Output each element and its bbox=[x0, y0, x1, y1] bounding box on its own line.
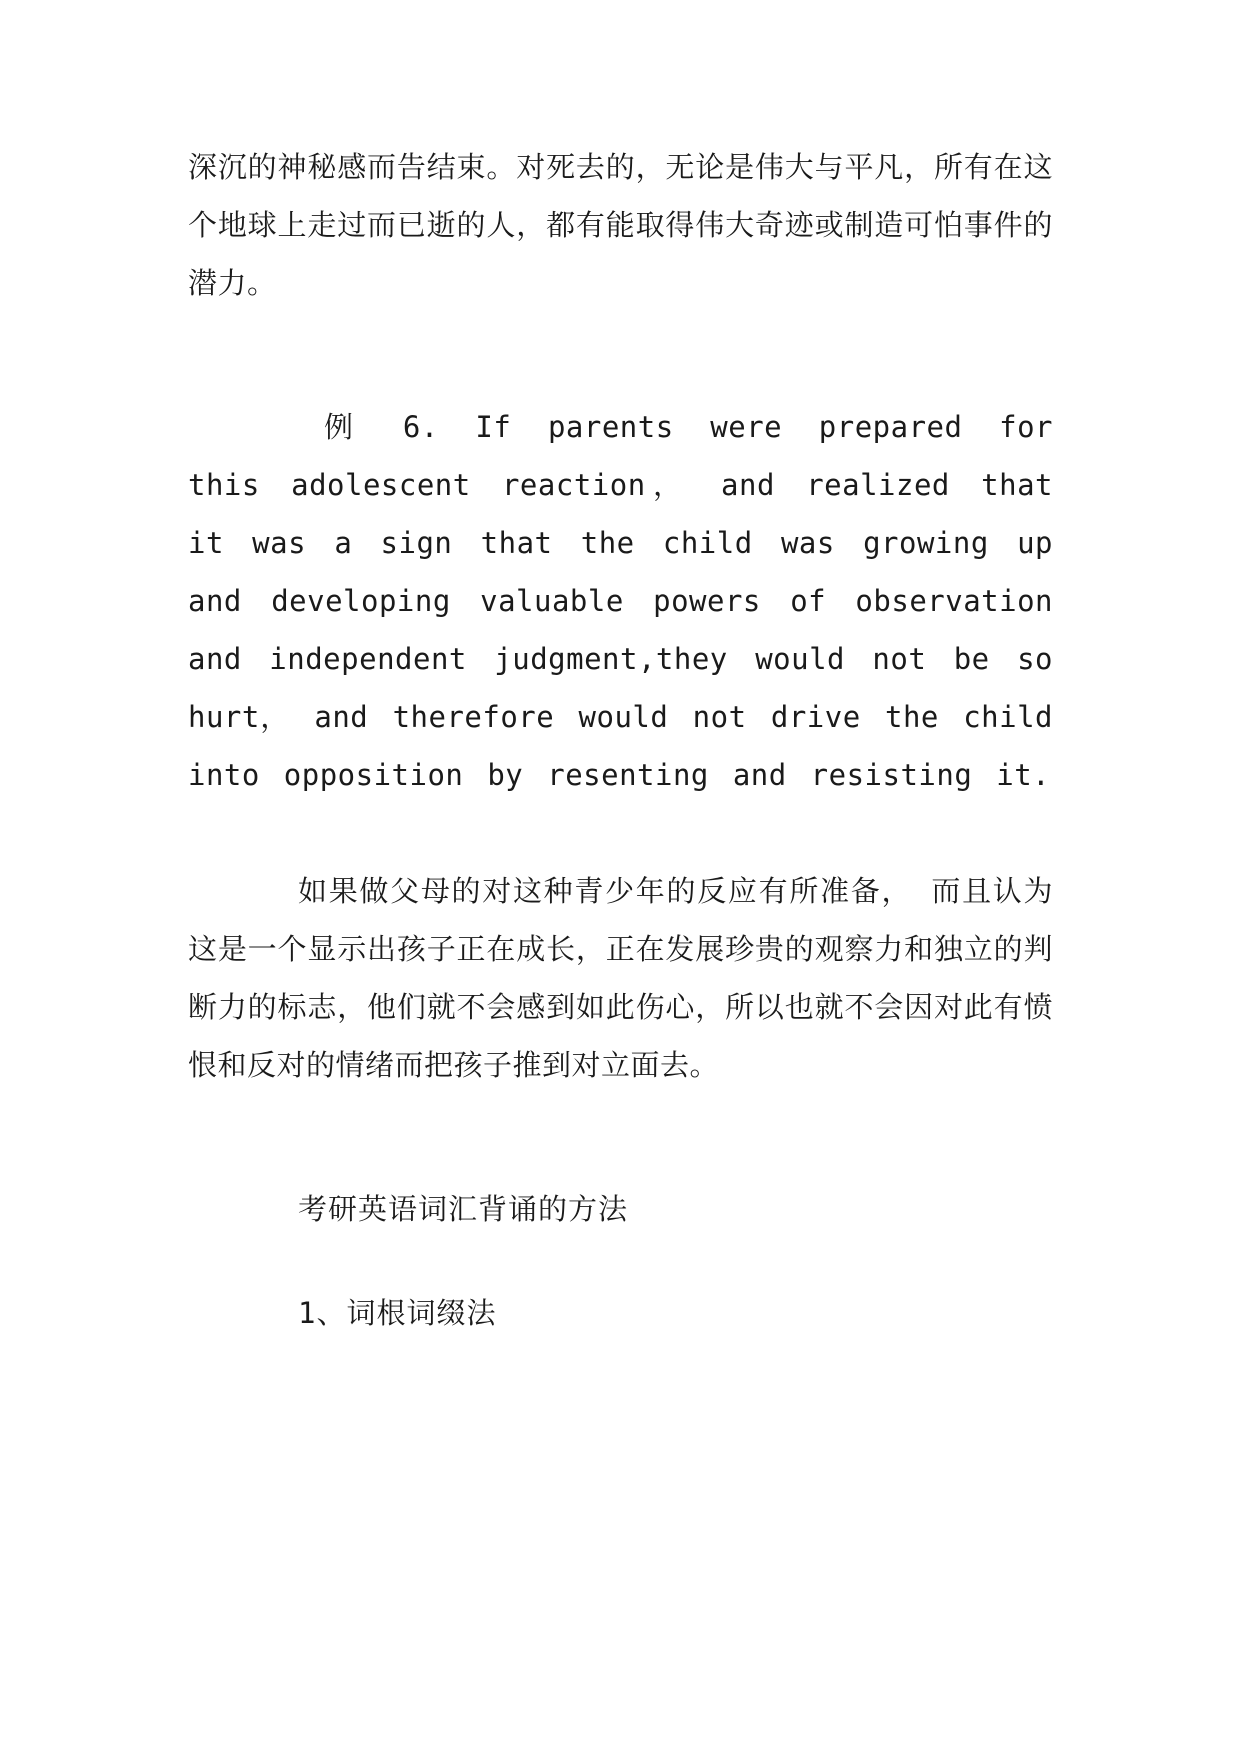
section-title: 考研英语词汇背诵的方法 bbox=[298, 1192, 629, 1226]
example-6-chinese-translation: 如果做父母的对这种青少年的反应有所准备， 而且认为这是一个显示出孩子正在成长，正在发展珍贵的观察力和独立的判断力的标志，他们就不会感到如此伤心，所以也就不会因对此有愤恨和反对的情绪而把孩子推到对立面去。 bbox=[188, 874, 1053, 1082]
method-1-heading: 1、词根词缀法 bbox=[298, 1296, 497, 1330]
paragraph-continuation: 深沉的神秘感而告结束。对死去的，无论是伟大与平凡，所有在这个地球上走过而已逝的人，都有能取得伟大奇迹或制造可怕事件的潜力。 bbox=[188, 150, 1053, 300]
example-6-english-paragraph: 例 6. If parents were prepared for this adolescent reaction， and realized that it was a sign that the child was growing up and developing valuable powers of observation and independent judgment,they would not be so hurt， and therefore would not drive the child into opposition by resenting and resisting it. bbox=[188, 410, 1053, 792]
